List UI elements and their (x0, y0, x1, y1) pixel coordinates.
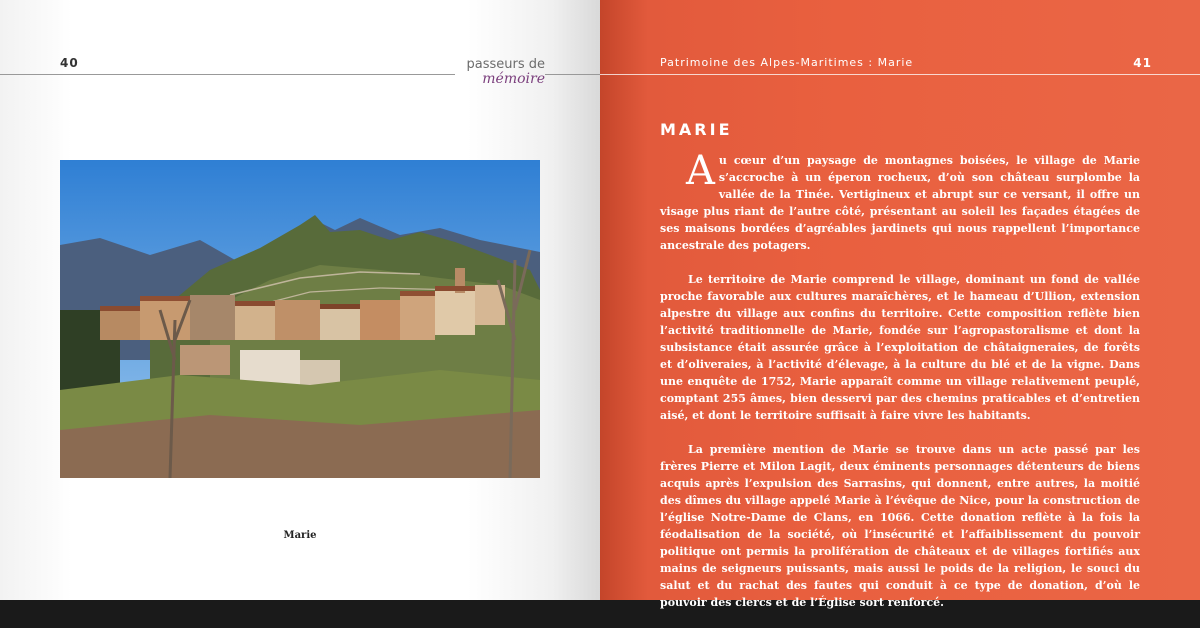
header-rule-left (0, 74, 455, 75)
header-rule-left-end (545, 74, 600, 75)
chapter-title: MARIE (660, 120, 733, 139)
left-page (0, 0, 600, 600)
header-rule-right (600, 74, 1200, 75)
body-text (660, 148, 1140, 628)
page-number-left: 40 (60, 56, 79, 70)
running-head: Patrimoine des Alpes-Maritimes : Marie (660, 56, 914, 69)
series-logo (455, 58, 545, 86)
page-number-right: 41 (1133, 56, 1152, 70)
paragraph-1-text: u cœur d’un paysage de montagnes boisées, le village de Marie s’accroche à un éperon rocheux, d’où son château surplombe la vallée de la Tinée. Vertigineux et abrupt sur ce versant, il offre un visage plus riant de l’autre côté, présentant au soleil les façades étagées de ses maisons bordées d’agréables jardinets qui nous rappellent l’importance ancestrale des potagers. (660, 154, 1140, 252)
logo-line-2: mémoire (482, 71, 545, 87)
photo-caption: Marie (283, 530, 317, 541)
paragraph-1 (660, 148, 1140, 254)
paragraph-2: Le territoire de Marie comprend le village, dominant un fond de vallée proche favorable aux cultures maraîchères, et le hameau d’Ullion, extension alpestre du village aux confins du territoire. Cette composition reflète bien l’activité traditionnelle de Marie, fondée sur l’agropastoralisme et dont la subsistance était assurée grâce à l’exploitation de châtaigneraies, de forêts et d’oliveraies, à l’activité d’élevage, à la culture du blé et de la vigne. Dans une enquête de 1752, Marie apparaît comme un village relativement peuplé, comptant 255 âmes, bien desservi par des chemins praticables et d’entretien aisé, et dont le territoire suffisait à faire vivre les habitants. (660, 273, 1140, 422)
paragraph-3: La première mention de Marie se trouve dans un acte passé par les frères Pierre et Milon Lagit, deux éminents personnages détenteurs de biens acquis après l’expulsion des Sarrasins, qui donnent, entre autres, la moitié des dîmes du village appelé Marie à l’évêque de Nice, pour la construction de l’église Notre-Dame de Clans, en 1066. Cette donation reflète à la fois la féodalisation de la société, où l’insécurité et l’affaiblissement du pouvoir politique ont permis la prolifération de châteaux et de villages fortifiés aux mains de seigneurs puissants, mais aussi le poids de la religion, le souci du salut et du rachat des fautes qui conduit à ce type de donation, d’où le pouvoir des clercs et de l’Église sort renforcé. (660, 443, 1140, 609)
drop-cap: A (686, 148, 715, 194)
right-page (600, 0, 1200, 609)
logo-line-1: passeurs de (466, 57, 545, 72)
village-photo (60, 160, 540, 478)
